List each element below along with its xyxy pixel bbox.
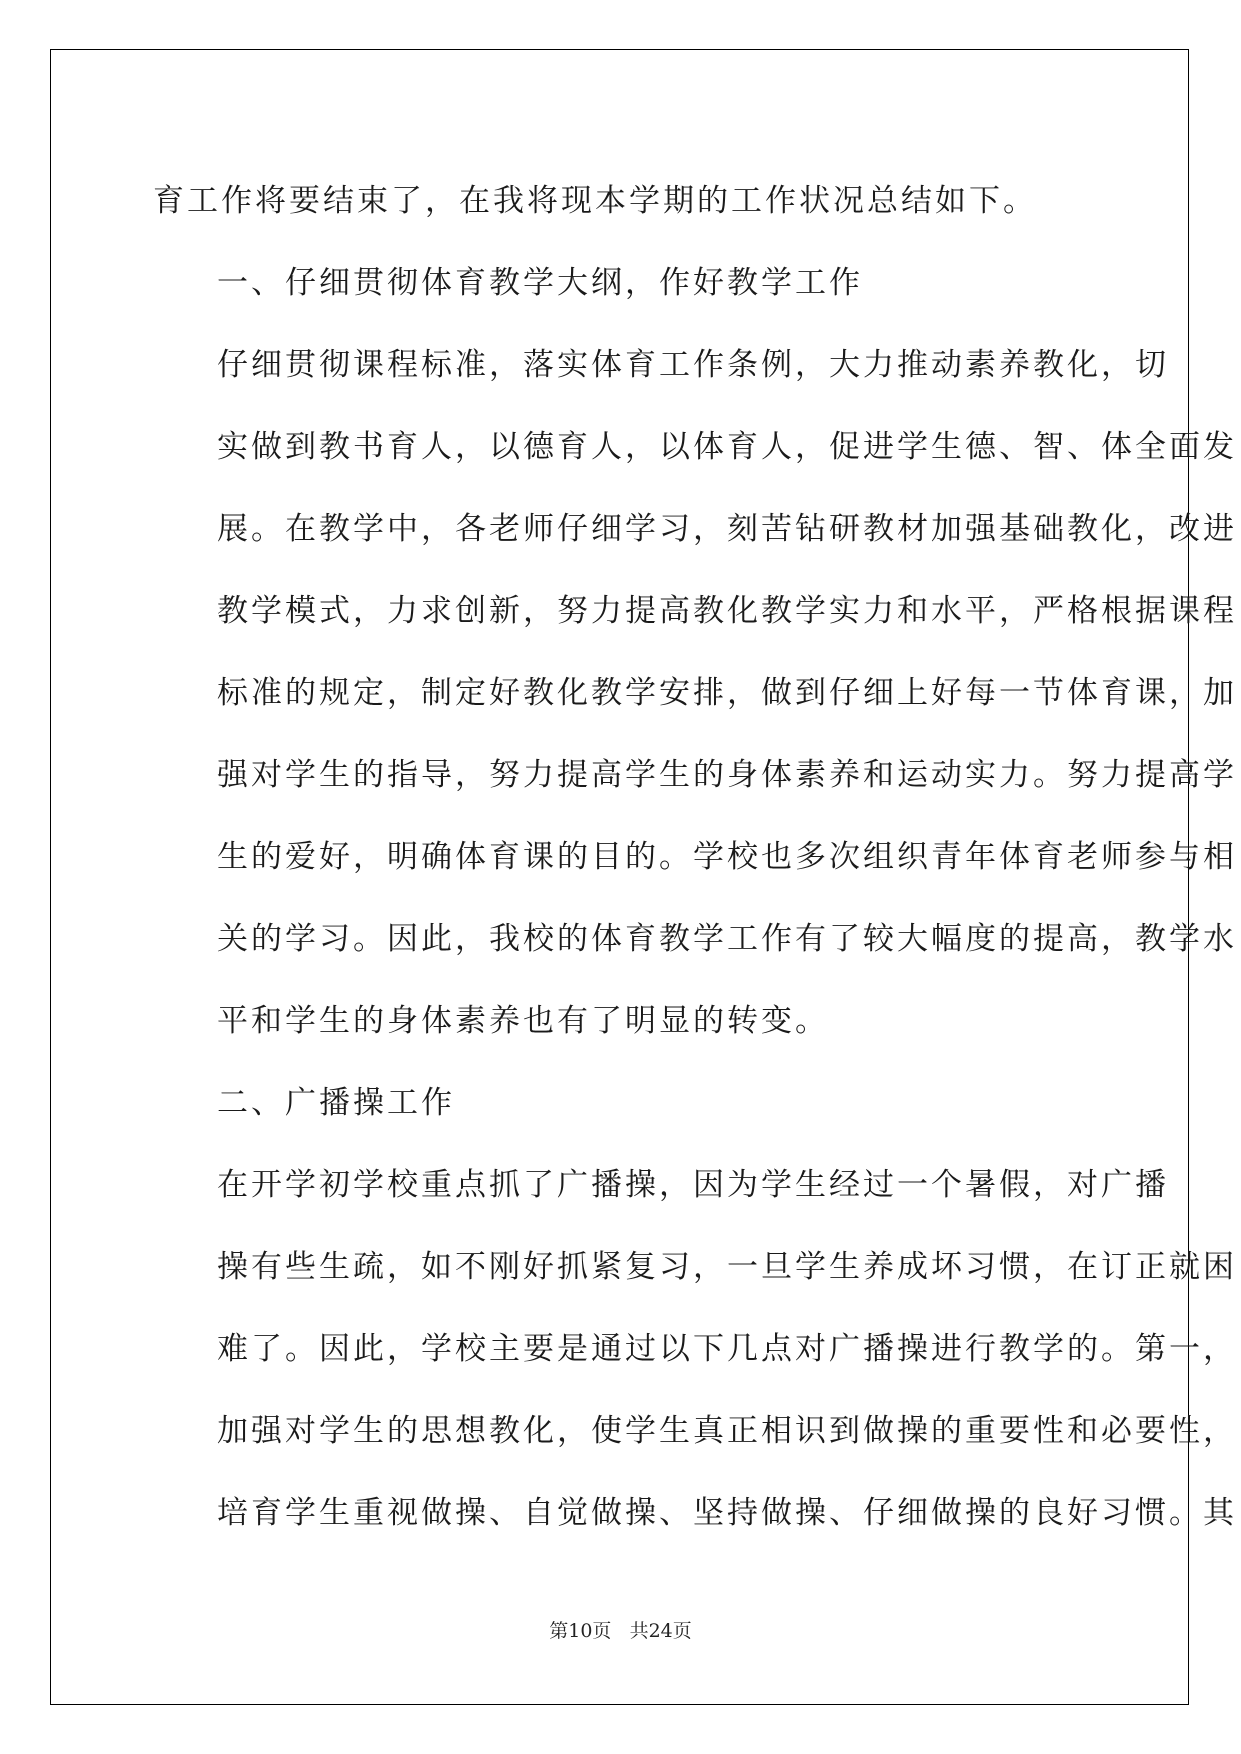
paragraph [153,1144,1237,1554]
paragraph [153,324,1237,1062]
text-line: 实做到教书育人，以德育人，以体育人，促进学生德、智、体全面发 [217,429,1237,465]
text-line: 平和学生的身体素养也有了明显的转变。 [217,1003,829,1039]
section-heading [153,242,1093,324]
total-label-prefix: 共 [629,1620,649,1642]
text-line: 教学模式，力求创新，努力提高教化教学实力和水平，严格根据课程 [217,593,1237,629]
document-body [153,160,1237,1554]
text-line: 二、广播操工作 [217,1085,455,1121]
text-line: 加强对学生的思想教化，使学生真正相识到做操的重要性和必要性， [217,1413,1237,1449]
section-heading [153,1062,1093,1144]
text-line: 培育学生重视做操、自觉做操、坚持做操、仔细做操的良好习惯。其 [217,1495,1237,1531]
text-line: 关的学习。因此，我校的体育教学工作有了较大幅度的提高，教学水 [217,921,1237,957]
text-line: 生的爱好，明确体育课的目的。学校也多次组织青年体育老师参与相 [217,839,1237,875]
page-label-suffix: 页 [592,1620,612,1642]
text-line: 难了。因此，学校主要是通过以下几点对广播操进行教学的。第一， [217,1331,1237,1367]
text-line: 仔细贯彻课程标准，落实体育工作条例，大力推动素养教化，切 [217,347,1169,383]
text-line: 标准的规定，制定好教化教学安排，做到仔细上好每一节体育课，加 [217,675,1237,711]
text-line: 一、仔细贯彻体育教学大纲，作好教学工作 [217,265,863,301]
total-pages-number: 24 [648,1620,673,1642]
text-line: 在开学初学校重点抓了广播操，因为学生经过一个暑假，对广播 [217,1167,1169,1203]
text-line: 操有些生疏，如不刚好抓紧复习，一旦学生养成坏习惯，在订正就困 [217,1249,1237,1285]
text-line: 强对学生的指导，努力提高学生的身体素养和运动实力。努力提高学 [217,757,1237,793]
text-line: 育工作将要结束了，在我将现本学期的工作状况总结如下。 [153,183,1037,219]
total-label-suffix: 页 [672,1620,692,1642]
page-label-prefix: 第 [549,1620,569,1642]
text-line: 展。在教学中，各老师仔细学习，刻苦钻研教材加强基础教化，改进 [217,511,1237,547]
page-footer [0,1616,1241,1643]
paragraph [153,160,1093,242]
current-page-number: 10 [568,1620,593,1642]
